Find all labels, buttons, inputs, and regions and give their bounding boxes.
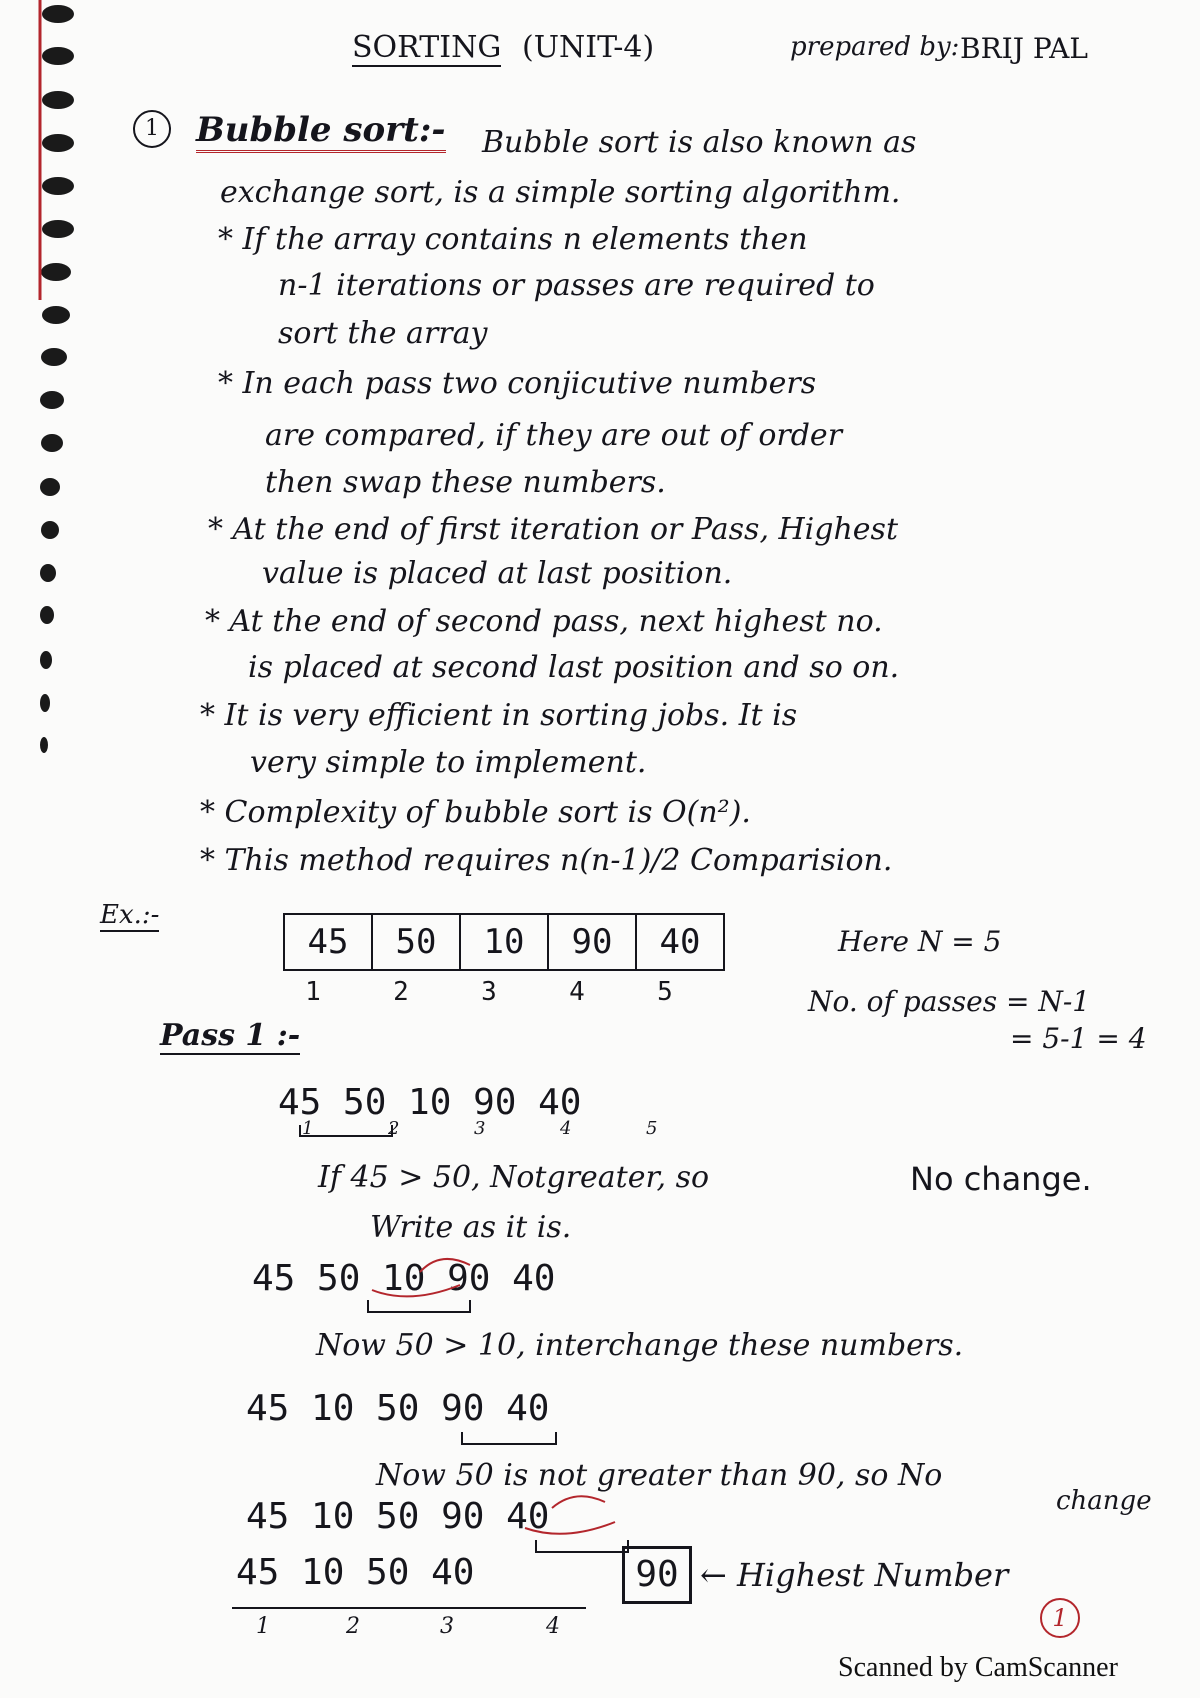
text-line: is placed at second last position and so on. [248,650,900,685]
text-line: * At the end of second pass, next highest no. [205,604,883,639]
array-index: 1 [305,977,321,1007]
bracket-50-10 [368,1300,470,1312]
bracket-90-40 [536,1540,628,1552]
author-name: BRIJ PAL [960,32,1088,65]
comparison-note: Now 50 is not greater than 90, so No [376,1458,943,1493]
page-number: 1 [1040,1598,1080,1638]
note-n: Here N = 5 [838,925,1002,958]
pass-row: 45 10 50 90 40 [246,1496,550,1537]
array-cell: 45 [285,915,373,969]
array-index: 5 [657,977,673,1007]
scanner-watermark: Scanned by CamScanner [838,1652,1118,1683]
text-line: * In each pass two conjicutive numbers [218,366,817,401]
highest-number-box: 90 [622,1546,692,1604]
row-index: 1 [256,1614,270,1639]
text-line: sort the array [278,316,488,351]
pass-row: 45 50 10 90 40 [278,1082,582,1123]
text-line: * If the array contains n elements then [218,222,808,257]
comparison-note: change [1056,1486,1152,1516]
array-cell: 40 [659,922,701,962]
pass-row: 45 10 50 90 40 [246,1388,550,1429]
comparison-note: If 45 > 50, Notgreater, so [318,1160,710,1195]
text-line: n-1 iterations or passes are required to [278,268,875,303]
example-label: Ex.:- [100,900,160,930]
page-title: SORTING [352,30,502,65]
pass-label: Pass 1 :- [160,1018,301,1053]
row-index: 4 [560,1118,572,1139]
array-index: 3 [481,977,497,1007]
array-cell: 10 [461,915,549,969]
text-line: Bubble sort is also known as [482,125,917,160]
unit-label: (UNIT-4) [522,30,655,65]
comparison-note: Now 50 > 10, interchange these numbers. [316,1328,964,1363]
text-line: exchange sort, is a simple sorting algorithm. [220,175,901,210]
text-line: * At the end of first iteration or Pass, Highest [208,512,898,547]
row-index: 1 [302,1118,314,1139]
swap-arrow-bottom [372,1285,460,1296]
section-number: 1 [133,110,171,148]
text-line: then swap these numbers. [265,465,666,500]
note-passes: No. of passes = N-1 [808,985,1091,1018]
comparison-note: Write as it is. [370,1210,572,1245]
row-index: 2 [346,1614,360,1639]
swap-arrow-bottom-2 [525,1522,615,1534]
text-line: value is placed at last position. [262,556,733,591]
highest-number-note: ← Highest Number [700,1556,1009,1594]
text-line: * This method requires n(n-1)/2 Comparision. [200,843,893,878]
no-change-note: No change. [910,1160,1092,1198]
row-index: 5 [646,1118,658,1139]
row-index: 2 [388,1118,400,1139]
array-cell: 50 [373,915,461,969]
row-index: 4 [546,1614,560,1639]
note-passes-result: = 5-1 = 4 [1010,1022,1147,1055]
text-line: are compared, if they are out of order [265,418,843,453]
pass-row: 45 50 10 90 40 [252,1258,556,1299]
prepared-by-label: prepared by: [790,32,960,62]
row-index: 3 [474,1118,486,1139]
text-line: very simple to implement. [250,745,647,780]
section-heading: Bubble sort:- [196,110,446,153]
swap-arrow-top [420,1259,470,1272]
swap-arrow-top-2 [552,1496,605,1508]
array-index: 4 [569,977,585,1007]
text-line: * It is very efficient in sorting jobs. It is [200,698,798,733]
bracket-50-90 [462,1432,556,1444]
array-cell: 90 [549,915,637,969]
pass-row: 45 10 50 40 [236,1552,475,1593]
bracket-45-50 [300,1125,392,1136]
array-index: 2 [393,977,409,1007]
row-index: 3 [440,1614,454,1639]
text-line: * Complexity of bubble sort is O(n²). [200,795,751,830]
